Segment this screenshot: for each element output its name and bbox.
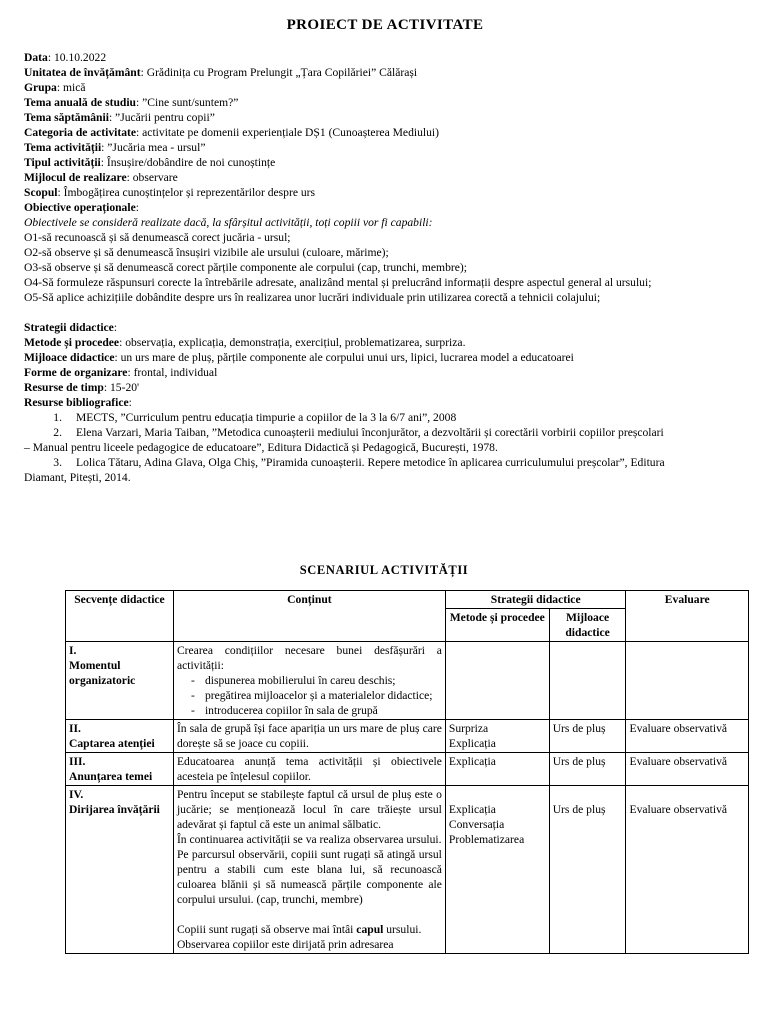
meta-row	[24, 65, 746, 80]
meta-value: : Însușire/dobândire de noi cunoștințe	[100, 156, 276, 169]
meta-value: : observare	[126, 171, 178, 184]
meta-label: Tema săptămânii	[24, 111, 109, 124]
list-item: - dispunerea mobilierului în careu deschis;	[177, 673, 442, 688]
strategy-value: :	[128, 396, 132, 409]
strategy-row	[24, 380, 746, 395]
meta-row	[24, 155, 746, 170]
document-page	[24, 0, 746, 485]
sequence-number: II.	[69, 722, 81, 735]
objectives-list	[24, 230, 746, 305]
strategy-row	[24, 335, 746, 350]
reference-item	[24, 425, 746, 455]
evaluation-text: Evaluare observativă	[629, 803, 728, 816]
meta-value: : activitate pe domenii experiențiale DȘ1 (Cunoașterea Mediului)	[136, 126, 439, 139]
evaluation-cell	[626, 786, 749, 954]
reference-number: 1.	[53, 411, 62, 424]
table-row	[66, 786, 749, 954]
sequence-cell	[66, 642, 174, 720]
reference-item	[24, 455, 746, 485]
activity-metadata	[24, 50, 746, 215]
strategy-row	[24, 320, 746, 335]
meta-label: Categoria de activitate	[24, 126, 137, 139]
content-paragraph: În continuarea activității se va realiza observarea ursului.	[176, 833, 442, 846]
table-row	[66, 753, 749, 786]
meta-value: : ”Jucăria mea - ursul”	[101, 141, 206, 154]
table-row	[66, 642, 749, 720]
reference-item	[24, 410, 746, 425]
methods-cell	[445, 642, 549, 720]
objective-item: O5-Să aplice achizițiile dobândite despre urs în realizarea unor lucrări individuale prin utilizarea corectă a tehnicii colajului;	[24, 291, 601, 304]
meta-value: :	[135, 201, 139, 214]
header-strategii: Strategii didactice	[445, 591, 626, 609]
strategy-label: Resurse bibliografice	[24, 396, 129, 409]
objective-item: O3-să observe și să denumească corect părțile componente ale corpului (cap, trunchi, membre);	[24, 261, 467, 274]
meta-row	[24, 185, 746, 200]
evaluation-cell	[626, 642, 749, 720]
materials-cell	[549, 642, 626, 720]
objective-item: O4-Să formuleze răspunsuri corecte la întrebările adresate, analizând mental și prelucrând informații despre aspectul general al ursului;	[24, 276, 652, 289]
strategy-label: Forme de organizare	[24, 366, 128, 379]
content-paragraph: În sala de grupă își face apariția un urs mare de pluș care dorește să se joace cu copiii.	[176, 722, 442, 750]
method-item: Surpriza	[448, 722, 489, 735]
content-cell	[173, 642, 445, 720]
reference-text: Lolica Tătaru, Adina Glava, Olga Chiș, ”Piramida cunoașterii. Repere metodice în aplicarea curriculumului preșcolar”, Editura	[76, 456, 665, 469]
meta-row	[24, 95, 746, 110]
content-bullet-list	[177, 673, 442, 718]
strategy-value: :	[113, 321, 118, 334]
strategy-value: : un urs mare de pluș, părțile componente ale corpului unui urs, lipici, lucrarea model a educatoarei	[114, 351, 574, 364]
header-continut: Conținut	[173, 591, 445, 642]
sequence-cell	[66, 786, 174, 954]
sequence-cell	[66, 720, 174, 753]
objective-item: O2-să observe și să denumească însușiri vizibile ale ursului (culoare, mărime);	[24, 246, 389, 259]
strategy-value: : 15-20'	[103, 381, 140, 394]
meta-label: Mijlocul de realizare	[24, 171, 127, 184]
methods-cell	[445, 720, 549, 753]
meta-row	[24, 110, 746, 125]
sequence-name: Momentul organizatoric	[69, 659, 136, 687]
meta-row	[24, 170, 746, 185]
materials-cell	[549, 786, 626, 954]
header-secvente: Secvențe didactice	[66, 591, 174, 642]
meta-value: : 10.10.2022	[47, 51, 107, 64]
sequence-name: Dirijarea învățării	[69, 803, 160, 816]
methods-cell	[445, 786, 549, 954]
strategy-label: Metode și procedee	[24, 336, 120, 349]
table-header-row	[66, 591, 749, 609]
meta-label: Scopul	[24, 186, 58, 199]
strategy-value: : frontal, individual	[127, 366, 218, 379]
meta-value: : ”Cine sunt/suntem?”	[136, 96, 239, 109]
strategy-row	[24, 365, 746, 380]
meta-row	[24, 200, 746, 215]
scenario-title: SCENARIUL ACTIVITĂȚII	[299, 563, 469, 577]
meta-row	[24, 50, 746, 65]
meta-row	[24, 140, 746, 155]
meta-row	[24, 80, 746, 95]
reference-text-continued: Diamant, Pitești, 2014.	[24, 471, 131, 484]
strategy-label: Strategii didactice	[24, 321, 114, 334]
meta-value: : Grădinița cu Program Prelungit „Țara Copilăriei” Călărași	[140, 66, 418, 79]
content-paragraph: Crearea condițiilor necesare bunei desfășurări a activității:	[176, 644, 442, 672]
method-item: Explicația	[448, 737, 496, 750]
strategy-value: : observația, explicația, demonstrația, exercițiul, problematizarea, surpriza.	[119, 336, 466, 349]
sequence-name: Anunțarea temei	[69, 770, 153, 783]
header-evaluare: Evaluare	[626, 591, 749, 642]
content-cell	[173, 753, 445, 786]
content-paragraph: Pe parcursul observării, copiii sunt rugați să atingă ursul pentru a stabili cum este blana lui, să recunoască culoarea blănii și să numească părțile componente ale corpului ursului. (cap, trunchi, membre)	[176, 848, 442, 906]
meta-label: Obiective operaționale	[24, 201, 136, 214]
sequence-number: I.	[69, 644, 77, 657]
strategy-label: Resurse de timp	[24, 381, 104, 394]
meta-label: Tipul activității	[24, 156, 101, 169]
method-item: Conversația	[448, 818, 505, 831]
strategy-label: Mijloace didactice	[24, 351, 115, 364]
content-text: ursului.	[383, 923, 422, 936]
header-mijloace: Mijloace didactice	[549, 609, 626, 642]
meta-row	[24, 125, 746, 140]
reference-number: 2.	[53, 426, 62, 439]
content-paragraph: Educatoarea anunță tema activității și obiectivele acesteia pe înțelesul copiilor.	[176, 755, 442, 783]
content-emphasis: capul	[356, 923, 384, 936]
reference-text-continued: – Manual pentru liceele pedagogice de educatoare”, Editura Didactică și Pedagogică, București, 1978.	[24, 441, 498, 454]
list-item: - pregătirea mijloacelor și a materialelor didactice;	[177, 688, 442, 703]
reference-text: MECTS, ”Curriculum pentru educația timpurie a copiilor de la 3 la 6/7 ani”, 2008	[76, 411, 457, 424]
meta-value: : ”Jucării pentru copii”	[108, 111, 215, 124]
method-item: Problematizarea	[448, 833, 525, 846]
strategy-section	[24, 320, 746, 410]
material-item: Urs de pluș	[552, 803, 606, 816]
meta-label: Grupa	[24, 81, 57, 94]
sequence-number: IV.	[69, 788, 84, 801]
methods-cell	[445, 753, 549, 786]
reference-text: Elena Varzari, Maria Taiban, ”Metodica cunoașterii mediului înconjurător, a dezvoltării și corectării vorbirii copiilor preșcolari	[76, 426, 664, 439]
method-item: Explicația	[448, 803, 496, 816]
objective-item: O1-să recunoască și să denumească corect jucăria - ursul;	[24, 231, 291, 244]
sequence-number: III.	[69, 755, 86, 768]
content-paragraph: Pentru început se stabilește faptul că ursul de pluș este o jucărie; se menționează locul în care trăiește ursul adevărat și faptul că este un animal sălbatic.	[176, 788, 442, 831]
materials-cell: Urs de pluș	[549, 753, 626, 786]
materials-cell: Urs de pluș	[549, 720, 626, 753]
table-row	[66, 720, 749, 753]
list-item: - introducerea copiilor în sala de grupă	[177, 703, 442, 718]
meta-label: Tema anuală de studiu	[24, 96, 137, 109]
strategy-row	[24, 350, 746, 365]
reference-number: 3.	[53, 456, 62, 469]
method-item: Explicația	[448, 755, 496, 768]
header-metode: Metode și procedee	[445, 609, 549, 642]
sequence-name: Captarea atenției	[69, 737, 155, 750]
content-paragraph	[177, 922, 442, 937]
meta-label: Data	[24, 51, 48, 64]
meta-value: : mică	[56, 81, 86, 94]
bibliography-list	[24, 410, 746, 485]
meta-label: Unitatea de învățământ	[24, 66, 141, 79]
content-paragraph: Observarea copiilor este dirijată prin adresarea	[176, 938, 394, 951]
content-cell	[173, 786, 445, 954]
meta-label: Tema activității	[24, 141, 102, 154]
evaluation-cell: Evaluare observativă	[626, 753, 749, 786]
content-text: Copiii sunt rugați să observe mai întâi	[176, 923, 357, 936]
objectives-intro: Obiectivele se consideră realizate dacă, la sfârșitul activității, toți copiii vor fi capabili:	[24, 216, 433, 229]
page-title: PROIECT DE ACTIVITATE	[286, 17, 484, 33]
strategy-row	[24, 395, 746, 410]
content-cell	[173, 720, 445, 753]
sequence-cell	[66, 753, 174, 786]
meta-value: : Îmbogățirea cunoștințelor și reprezentărilor despre urs	[57, 186, 316, 199]
evaluation-cell: Evaluare observativă	[626, 720, 749, 753]
scenario-table	[65, 590, 749, 954]
